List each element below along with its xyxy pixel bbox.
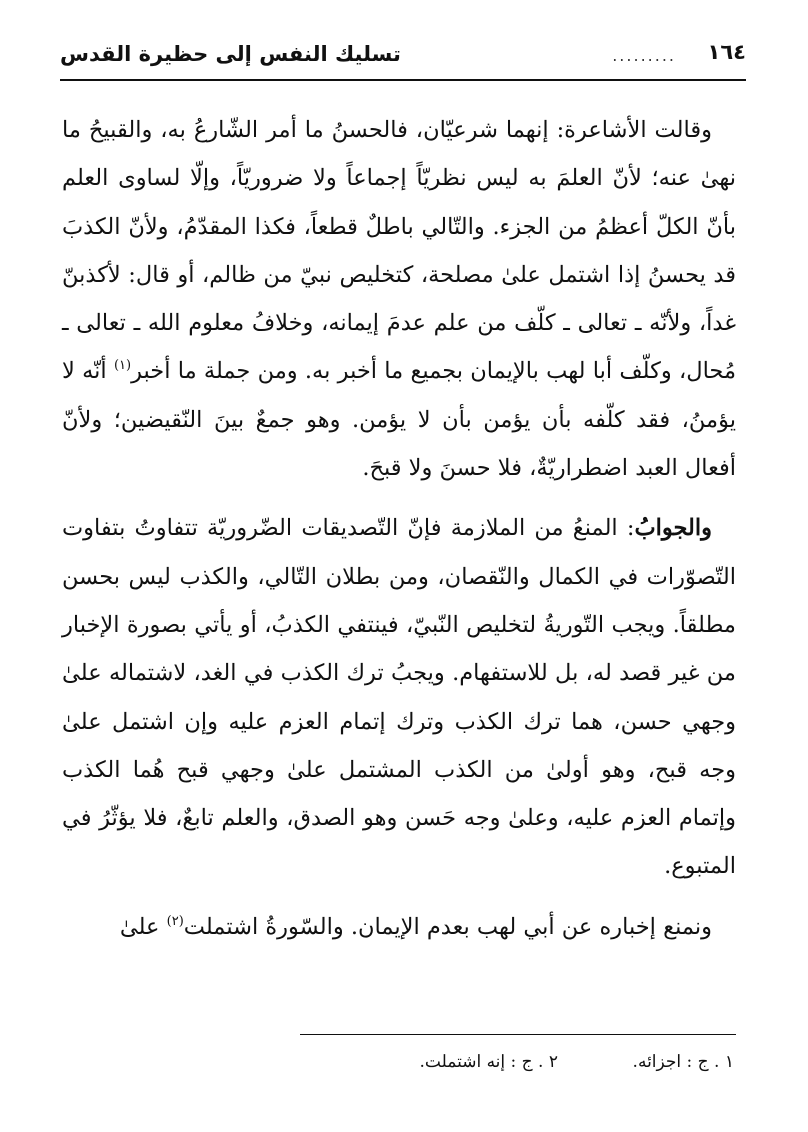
running-title: تسليك النفس إلى حظيرة القدس [60,42,401,66]
footnote-marker: (١) [113,358,132,374]
paragraph [62,106,736,492]
running-header [60,38,746,78]
text-segment: أنّه لا يؤمنُ، فقد كلّفه بأن يؤمن بأن لا يؤمن. وهو جمعٌ بينَ النّقيضين؛ ولأنّ أفعال العبد اضطراريّةٌ، فلا حسنَ ولا قبحَ. [62,358,736,482]
footnote-divider [300,1034,736,1035]
text-segment: وقالت الأشاعرة: إنهما شرعيّان، فالحسنُ ما أمر الشّارعُ به، والقبيحُ ما نهىٰ عنه؛ لأنّ العلمَ به ليس نظريّاً إجماعاً ولا ضروريّاً، وإلّا لساوى العلم بأنّ الكلّ أعظمُ من الجزء. والتّالي باطلٌ قطعاً، فكذا المقدّمُ، ولأنّ الكذبَ قد يحسنُ إذا اشتمل علىٰ مصلحة، كتخليص نبيّ من ظالم، أو قال: لأكذبنّ غداً، ولأنّه ـ تعالى ـ كلّف من علم عدمَ إيمانه، وخلافُ معلوم الله ـ تعالى ـ مُحال، وكلّف أبا لهب بالإيمان بجميع ما أخبر به. ومن جملة ما أخبر [62,117,736,385]
paragraph [62,504,736,890]
footnote-1: ١ . ج : اجزائه. [632,1052,734,1072]
page-number: ١٦٤ [707,40,746,64]
text-segment: ونمنع إخباره عن أبي لهب بعدم الإيمان. والسّورةُ اشتملت [183,913,712,940]
bold-lead-word: والجوابُ [634,515,712,542]
footnote-marker: (٢) [166,913,184,929]
footnote-2: ٢ . ج : إنه اشتملت. [419,1052,558,1072]
main-text [62,106,736,951]
header-divider [60,79,746,81]
paragraph [62,903,736,951]
leader-dots: ......... [612,46,676,65]
text-segment: علىٰ [119,913,167,940]
footnotes [250,1052,734,1082]
text-segment: : المنعُ من الملازمة فإنّ التّصديقات الضّروريّة تتفاوتُ بتفاوت التّصوّرات في الكمال والنّقصان، ومن بطلان التّالي، والكذب ليس بحسن مطلقاً. ويجب التّوريةُ لتخليص النّبيّ، فينتفي الكذبُ، أو يأتي بصورة الإخبار من غير قصد له، بل للاستفهام. ويجبُ ترك الكذب في الغد، لاشتماله علىٰ وجهي حسن، هما ترك الكذب وترك إتمام العزم عليه وإن اشتمل علىٰ وجه قبح، وهو أولىٰ من الكذب المشتمل علىٰ وجهي قبح هُما الكذب وإتمام العزم عليه، وعلىٰ وجه حَسن وهو الصدق، والعلم تابعٌ، فلا يؤثّرُ في المتبوع. [62,515,736,880]
